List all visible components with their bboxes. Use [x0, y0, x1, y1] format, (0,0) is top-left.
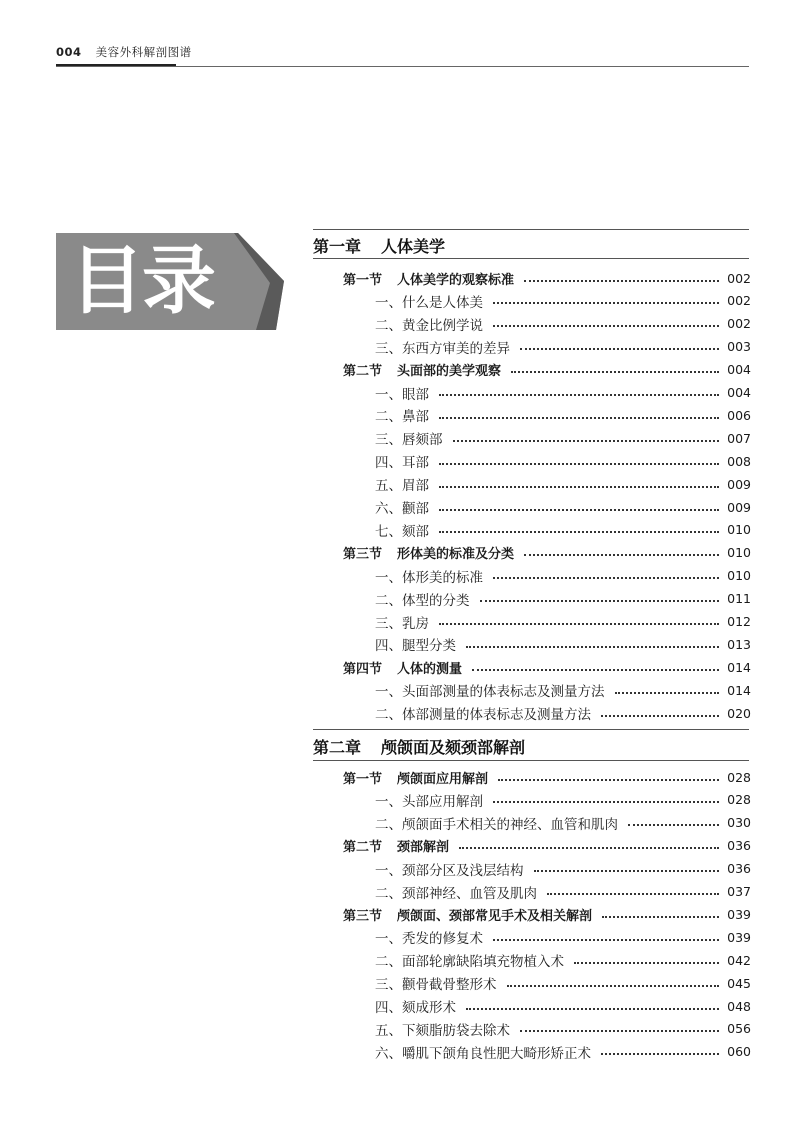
page-ref: 011 [727, 591, 751, 607]
entry-title: 秃发的修复术 [402, 931, 483, 948]
dot-leader [524, 553, 719, 556]
toc-subsection-entry [313, 336, 751, 358]
section-number: 第三节 [343, 547, 383, 563]
entry-title: 颅颌面、颈部常见手术及相关解剖 [397, 908, 593, 924]
chapter-number: 第二章 [313, 738, 362, 757]
item-index: 五、 [375, 1022, 402, 1039]
section-number: 第二节 [343, 364, 383, 380]
entry-title: 体型的分类 [402, 592, 470, 609]
dot-leader [439, 622, 719, 625]
item-index: 三、 [375, 615, 402, 632]
toc-subsection-entry [313, 1018, 751, 1040]
entry-title: 面部轮廓缺陷填充物植入术 [402, 954, 564, 971]
dot-leader [439, 416, 719, 419]
page-ref: 028 [727, 792, 751, 808]
toc-subsection-entry [313, 450, 751, 472]
page-number: 004 [56, 45, 82, 59]
item-index: 一、 [375, 684, 402, 701]
item-index: 二、 [375, 317, 402, 334]
section-number: 第二节 [343, 840, 383, 856]
toc-subsection-entry [313, 588, 751, 610]
page-ref: 013 [727, 636, 751, 652]
dot-leader [472, 668, 719, 671]
entry-title: 东西方审美的差异 [402, 340, 510, 357]
page-ref: 014 [727, 659, 751, 675]
page-ref: 009 [727, 499, 751, 515]
entry-title: 头部应用解剖 [402, 793, 483, 810]
chapter-heading [313, 234, 749, 257]
toc-subsection-entry [313, 496, 751, 518]
toc-subsection-entry [313, 519, 751, 541]
entry-title: 头面部测量的体表标志及测量方法 [402, 684, 605, 701]
toc-subsection-entry [313, 949, 751, 971]
chapter-heading [313, 735, 749, 758]
entry-title: 人体美学的观察标准 [397, 272, 515, 288]
page-ref: 010 [727, 522, 751, 538]
section-number: 第四节 [343, 661, 383, 677]
dot-leader [439, 393, 719, 396]
item-index: 二、 [375, 707, 402, 724]
toc-subsection-entry [313, 995, 751, 1017]
page-ref: 014 [727, 682, 751, 698]
dot-leader [493, 938, 719, 941]
book-title: 美容外科解剖图谱 [95, 45, 192, 59]
page-ref: 009 [727, 476, 751, 492]
toc-subsection-entry [313, 881, 751, 903]
dot-leader [439, 462, 719, 465]
item-index: 二、 [375, 885, 402, 902]
page-ref: 010 [727, 545, 751, 561]
page-ref: 003 [727, 339, 751, 355]
toc-section-entry [313, 542, 751, 564]
entry-title: 颈部解剖 [397, 840, 450, 856]
page-ref: 004 [727, 362, 751, 378]
entry-title: 腿型分类 [402, 638, 456, 655]
chapter-rule [313, 258, 749, 259]
item-index: 一、 [375, 793, 402, 810]
page-ref: 037 [727, 884, 751, 899]
page-ref: 004 [727, 385, 751, 400]
entry-title: 什么是人体美 [402, 294, 483, 311]
item-index: 二、 [375, 954, 402, 971]
page-ref: 002 [727, 316, 751, 332]
dot-leader [439, 485, 719, 488]
entry-title: 耳部 [402, 455, 429, 472]
item-index: 三、 [375, 977, 402, 994]
dot-leader [493, 576, 719, 579]
header-rule [56, 66, 749, 67]
toc-section-entry [313, 656, 751, 678]
page-ref: 056 [727, 1021, 751, 1037]
chapter-rule [313, 760, 749, 761]
entry-title: 鼻部 [402, 409, 429, 426]
entry-title: 头面部的美学观察 [397, 364, 502, 380]
toc-title: 目录 [70, 238, 214, 324]
item-index: 二、 [375, 816, 402, 833]
toc-section-entry [313, 903, 751, 925]
page-ref: 045 [727, 975, 751, 991]
dot-leader [493, 324, 719, 327]
section-number: 第三节 [343, 908, 383, 924]
chapter-title: 人体美学 [381, 237, 446, 256]
dot-leader [534, 869, 720, 872]
page-ref: 002 [727, 270, 751, 286]
item-index: 三、 [375, 432, 402, 449]
dot-leader [480, 599, 720, 602]
entry-title: 人体的测量 [397, 661, 463, 677]
page-ref: 012 [727, 614, 751, 629]
dot-leader [601, 1052, 719, 1055]
section-number: 第一节 [343, 771, 383, 787]
dot-leader [493, 301, 719, 304]
chapter-rule [313, 229, 749, 230]
dot-leader [520, 1029, 719, 1032]
item-index: 一、 [375, 294, 402, 311]
entry-title: 颅颌面应用解剖 [397, 771, 489, 787]
page-ref: 036 [727, 861, 751, 877]
entry-title: 颏部 [402, 523, 429, 540]
dot-leader [466, 1007, 719, 1010]
entry-title: 体部测量的体表标志及测量方法 [402, 707, 591, 724]
item-index: 一、 [375, 862, 402, 879]
toc-section-entry [313, 359, 751, 381]
item-index: 一、 [375, 931, 402, 948]
item-index: 四、 [375, 638, 402, 655]
toc-subsection-entry [313, 404, 751, 426]
toc-subsection-entry [313, 812, 751, 834]
toc-subsection-entry [313, 1041, 751, 1063]
page-ref: 002 [727, 293, 751, 309]
dot-leader [466, 645, 719, 648]
page-ref: 039 [727, 906, 751, 922]
page-ref: 048 [727, 998, 751, 1014]
toc-subsection-entry [313, 290, 751, 312]
page-ref: 028 [727, 769, 751, 785]
entry-title: 黄金比例学说 [402, 317, 483, 334]
dot-leader [459, 846, 719, 849]
dot-leader [520, 347, 719, 350]
toc-subsection-entry [313, 926, 751, 948]
dot-leader [628, 823, 719, 826]
item-index: 三、 [375, 340, 402, 357]
item-index: 一、 [375, 569, 402, 586]
page-ref: 010 [727, 568, 751, 584]
entry-title: 眼部 [402, 386, 429, 403]
toc-section-entry [313, 766, 751, 788]
item-index: 五、 [375, 478, 402, 495]
dot-leader [511, 370, 719, 373]
entry-title: 乳房 [402, 615, 429, 632]
entry-title: 下颏脂肪袋去除术 [402, 1022, 510, 1039]
page-ref: 006 [727, 407, 751, 423]
section-number: 第一节 [343, 272, 383, 288]
toc-subsection-entry [313, 858, 751, 880]
toc-section-entry [313, 835, 751, 857]
toc-subsection-entry [313, 427, 751, 449]
page-ref: 007 [727, 430, 751, 446]
toc-subsection-entry [313, 789, 751, 811]
dot-leader [439, 530, 719, 533]
entry-title: 颧部 [402, 501, 429, 517]
dot-leader [547, 892, 719, 895]
dot-leader [602, 915, 719, 918]
entry-title: 体形美的标准 [402, 569, 483, 586]
entry-title: 眉部 [402, 478, 429, 495]
dot-leader [615, 691, 720, 694]
page-ref: 008 [727, 453, 751, 469]
item-index: 一、 [375, 386, 402, 403]
dot-leader [493, 800, 719, 803]
toc-subsection-entry [313, 972, 751, 994]
toc-subsection-entry [313, 313, 751, 335]
page-ref: 039 [727, 929, 751, 945]
page-ref: 042 [727, 952, 751, 968]
entry-title: 颈部神经、血管及肌肉 [402, 885, 537, 902]
page-ref: 020 [727, 705, 751, 721]
page-ref: 036 [727, 838, 751, 854]
dot-leader [507, 984, 720, 987]
entry-title: 形体美的标准及分类 [397, 547, 515, 563]
toc-subsection-entry [313, 611, 751, 633]
page-ref: 060 [727, 1044, 751, 1060]
chapter-title: 颅颌面及颏颈部解剖 [381, 738, 526, 757]
entry-title: 嚼肌下颌角良性肥大畸形矫正术 [402, 1045, 591, 1062]
dot-leader [574, 961, 719, 964]
item-index: 六、 [375, 1045, 402, 1062]
toc-subsection-entry [313, 473, 751, 495]
item-index: 六、 [375, 501, 402, 517]
entry-title: 唇颏部 [402, 432, 443, 449]
toc-subsection-entry [313, 702, 751, 724]
page-ref: 030 [727, 815, 751, 831]
item-index: 四、 [375, 455, 402, 472]
entry-title: 颏成形术 [402, 1000, 456, 1016]
dot-leader [601, 714, 719, 717]
toc-subsection-entry [313, 382, 751, 404]
toc-subsection-entry [313, 633, 751, 655]
dot-leader [439, 508, 719, 511]
item-index: 四、 [375, 1000, 402, 1016]
chapter-rule [313, 729, 749, 730]
dot-leader [498, 778, 719, 781]
entry-title: 颅颌面手术相关的神经、血管和肌肉 [402, 816, 618, 833]
toc-title-block [56, 233, 284, 330]
toc-subsection-entry [313, 565, 751, 587]
dot-leader [453, 439, 720, 442]
entry-title: 颈部分区及浅层结构 [402, 862, 524, 879]
chapter-number: 第一章 [313, 237, 362, 256]
entry-title: 颧骨截骨整形术 [402, 977, 497, 994]
dot-leader [524, 279, 719, 282]
item-index: 七、 [375, 523, 402, 540]
toc-subsection-entry [313, 679, 751, 701]
running-header [56, 44, 192, 60]
item-index: 二、 [375, 592, 402, 609]
item-index: 二、 [375, 409, 402, 426]
toc-section-entry [313, 267, 751, 289]
